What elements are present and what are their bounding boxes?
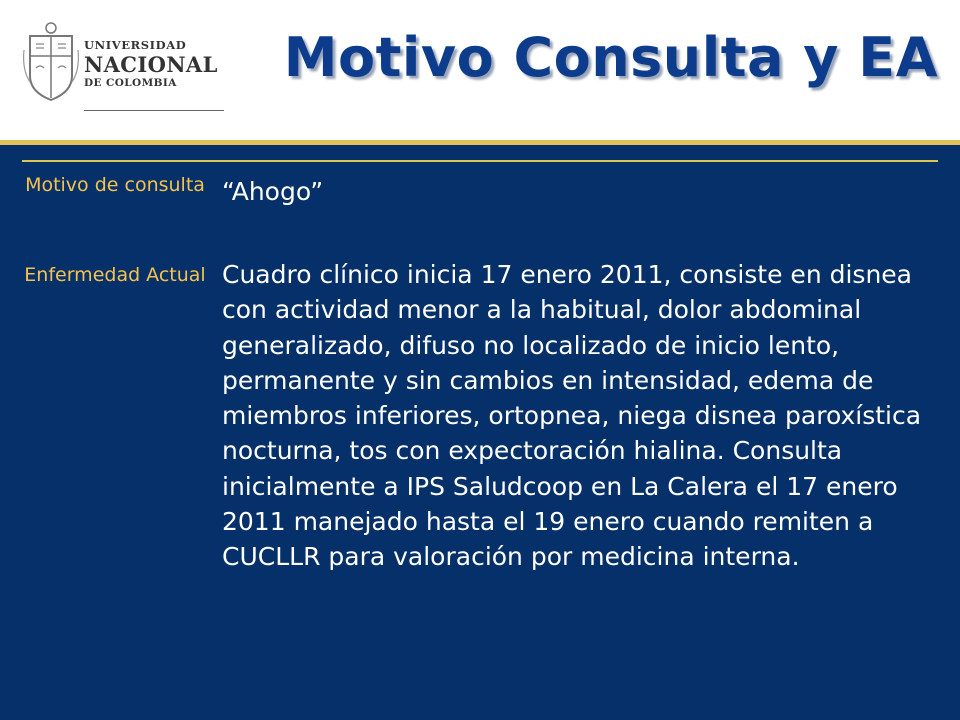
slide-title: Motivo Consulta y EA — [283, 26, 938, 89]
university-name — [84, 40, 218, 88]
logo-line-nacional: NACIONAL — [84, 51, 218, 77]
coat-of-arms-icon — [22, 20, 80, 106]
enfermedad-actual-text: Cuadro clínico inicia 17 enero 2011, consiste en disnea con actividad menor a la habitual, dolor abdominal generalizado, difuso no localizado de inicio lento, permanente y sin cambios en intensidad, edema de miembros inferiores, ortopnea, niega disnea paroxística nocturna, tos con expectoración hialina. Consulta inicialmente a IPS Saludcoop en La Calera el 17 enero 2011 manejado hasta el 19 enero cuando remiten a CUCLLR para valoración por medicina interna. — [222, 260, 922, 572]
label-enfermedad-actual: Enfermedad Actual — [24, 264, 206, 286]
logo-underline — [84, 110, 224, 111]
label-motivo-consulta: Motivo de consulta — [25, 174, 205, 196]
section-divider — [22, 160, 938, 162]
motivo-consulta-text: “Ahogo” — [222, 177, 324, 206]
university-logo — [22, 20, 218, 106]
logo-line-colombia: DE COLOMBIA — [84, 76, 177, 89]
slide-header — [0, 0, 960, 140]
header-rule — [0, 140, 960, 145]
logo-line-universidad: UNIVERSIDAD — [84, 38, 187, 52]
